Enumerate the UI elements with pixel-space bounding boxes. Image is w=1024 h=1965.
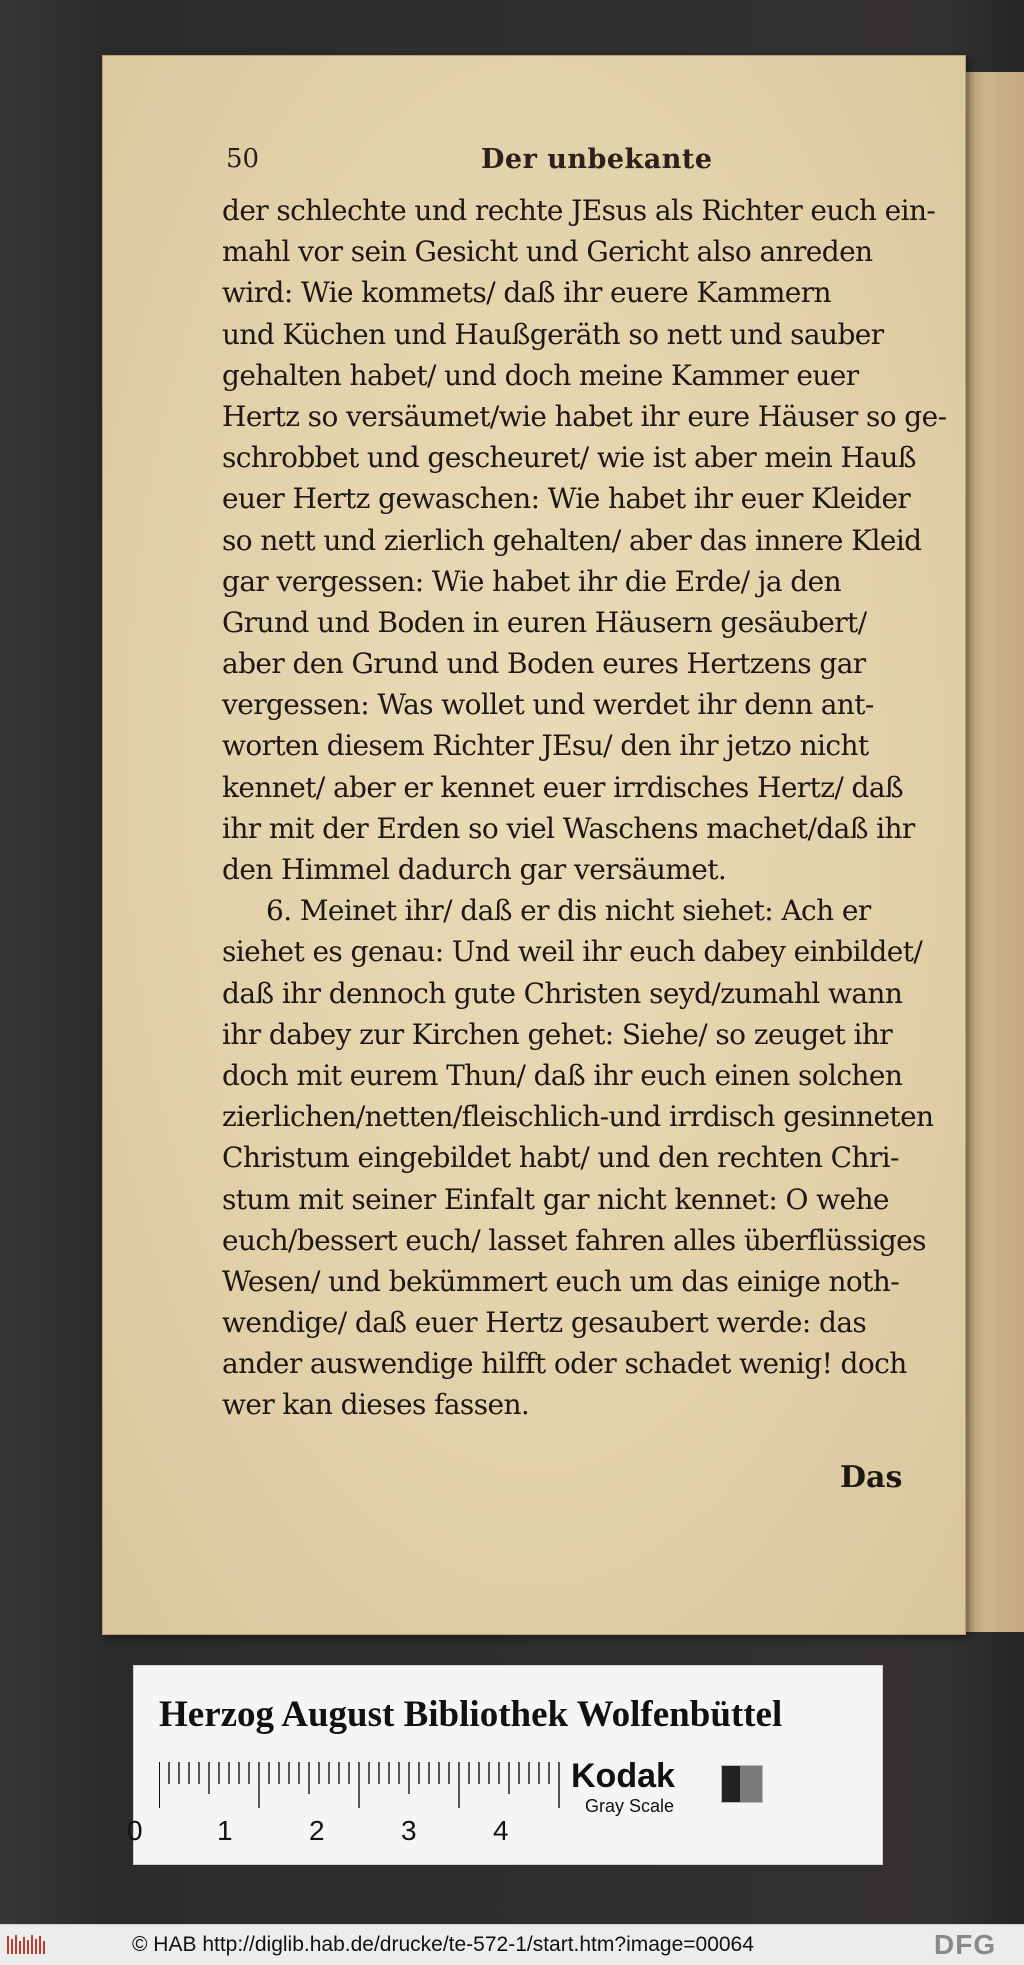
footer-url[interactable]: © HAB http://diglib.hab.de/drucke/te-572-1/start.htm?image=00064 xyxy=(132,1933,754,1956)
text-line: 6. Meinet ihr/ daß er dis nicht siehet: Ach er xyxy=(266,894,871,928)
hab-logo-icon xyxy=(6,1933,50,1957)
text-line: ihr dabey zur Kirchen gehet: Siehe/ so zeuget ihr xyxy=(222,1017,893,1051)
ruler-scale xyxy=(159,1760,569,1810)
ruler-label: 2 xyxy=(309,1815,325,1846)
text-line: Hertz so versäumet/wie habet ihr eure Häuser so ge- xyxy=(222,399,947,433)
gray-scale-label: Gray Scale xyxy=(585,1796,675,1816)
footer-bar xyxy=(0,1924,1024,1965)
page-text xyxy=(222,190,947,1426)
text-line: den Himmel dadurch gar versäumet. xyxy=(222,853,727,886)
text-line: so nett und zierlich gehalten/ aber das innere Kleid xyxy=(222,523,922,557)
ruler-label: 3 xyxy=(401,1815,417,1846)
text-line: daß ihr dennoch gute Christen seyd/zumahl wann xyxy=(222,976,903,1010)
kodak-logo: Kodak xyxy=(571,1757,675,1795)
text-line: und Küchen und Haußgeräth so nett und sauber xyxy=(222,317,884,351)
adjacent-page-edge xyxy=(958,72,1024,1632)
library-name: Herzog August Bibliothek Wolfenbüttel xyxy=(159,1694,783,1735)
text-line: mahl vor sein Gesicht und Gericht also anreden xyxy=(222,235,873,269)
page-header xyxy=(226,140,926,184)
text-line: gehalten habet/ und doch meine Kammer euer xyxy=(222,358,859,392)
catchword: Das xyxy=(840,1460,903,1495)
text-line: wer kan dieses fassen. xyxy=(222,1388,530,1422)
text-line: vergessen: Was wollet und werdet ihr denn ant- xyxy=(222,688,874,722)
text-line: der schlechte und rechte JEsus als Richter euch ein- xyxy=(222,194,936,227)
color-target-card xyxy=(127,1665,883,1865)
text-line: ihr mit der Erden so viel Waschens machet/daß ihr xyxy=(222,811,915,845)
text-line: Christum eingebildet habt/ und den rechten Chri- xyxy=(222,1141,899,1175)
text-line: wird: Wie kommets/ daß ihr euere Kammern xyxy=(222,276,831,310)
text-line: kennet/ aber er kennet euer irrdisches Hertz/ daß xyxy=(222,770,904,804)
running-head: Der unbekante xyxy=(481,144,713,175)
gray-scale-patch xyxy=(721,1765,763,1803)
text-line: aber den Grund und Boden eures Hertzens gar xyxy=(222,647,866,681)
text-line: gar vergessen: Wie habet ihr die Erde/ ja den xyxy=(222,564,842,598)
text-line: wendige/ daß euer Hertz gesaubert werde: das xyxy=(222,1306,867,1340)
text-line: zierlichen/netten/fleischlich-und irrdisch gesinneten xyxy=(222,1100,934,1134)
text-line: Wesen/ und bekümmert euch um das einige noth- xyxy=(222,1264,900,1298)
text-line: siehet es genau: Und weil ihr euch dabey einbildet/ xyxy=(222,935,923,969)
text-line: schrobbet und gescheuret/ wie ist aber mein Hauß xyxy=(222,441,916,475)
dfg-logo: DFG xyxy=(934,1929,997,1960)
page-number: 50 xyxy=(226,144,260,174)
text-line: Grund und Boden in euren Häusern gesäubert/ xyxy=(222,605,867,639)
text-line: stum mit seiner Einfalt gar nicht kennet: O wehe xyxy=(222,1182,889,1216)
text-line: ander auswendige hilfft oder schadet wenig! doch xyxy=(222,1347,907,1381)
text-line: euch/bessert euch/ lasset fahren alles überflüssiges xyxy=(222,1223,926,1257)
text-line: worten diesem Richter JEsu/ den ihr jetzo nicht xyxy=(222,729,869,763)
ruler-label: 1 xyxy=(217,1815,233,1846)
text-line: euer Hertz gewaschen: Wie habet ihr euer Kleider xyxy=(222,482,911,516)
ruler-label: 0 xyxy=(127,1815,143,1846)
text-line: doch mit eurem Thun/ daß ihr euch einen solchen xyxy=(222,1058,903,1092)
ruler-label: 4 xyxy=(493,1815,509,1846)
